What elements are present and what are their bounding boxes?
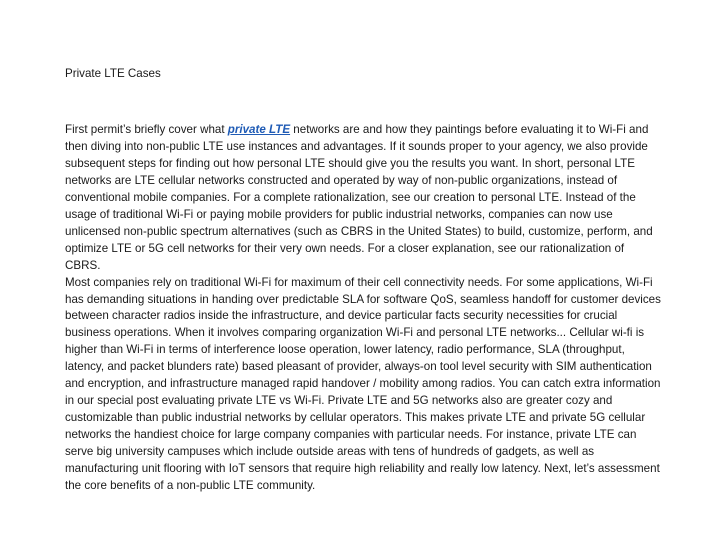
paragraph-intro	[65, 122, 661, 275]
document-title: Private LTE Cases	[65, 67, 161, 80]
private-lte-link[interactable]: private LTE	[227, 123, 291, 136]
paragraph-comparison: Most companies rely on traditional Wi-Fi for maximum of their cell connectivity needs. For some applications, Wi-Fi has demanding situations in handing over predictable SLA for software QoS, seamless handoff for customer devices between character radios inside the infrastructure, and device particular facts security necessities for crucial business operations. When it involves comparing organization Wi-Fi and personal LTE networks... Cellular wi-fi is higher than Wi-Fi in terms of interference loose operation, lower latency, radio performance, SLA (throughput, latency, and packet blunders rate) based pleasant of provider, always-on tool level security with SIM authentication and encryption, and infrastructure managed rapid handover / mobility among radios. You can catch extra information in our special post evaluating private LTE vs Wi-Fi. Private LTE and 5G networks also are greater cozy and customizable than public industrial networks by cellular operators. This makes private LTE and private 5G cellular networks the handiest choice for large company companies with particular needs. For instance, private LTE can serve big university campuses which include outside areas with tens of hundreds of gadgets, as well as manufacturing unit flooring with IoT sensors that require high reliability and really low latency. Next, let’s assessment the core benefits of a non-public LTE community.	[65, 275, 661, 493]
paragraph-intro-lead: First permit’s briefly cover what	[65, 123, 228, 136]
paragraph-intro-rest: networks are and how they paintings before evaluating it to Wi-Fi and then diving into non-public LTE use instances and advantages. If it sounds proper to your agency, we also provide subsequent steps for finding out how personal LTE should give you the results you want. In short, personal LTE networks are LTE cellular networks constructed and operated by way of non-public organizations, instead of conventional mobile companies. For a complete rationalization, see our creation to personal LTE. Instead of the usage of traditional Wi-Fi or paying mobile providers for public industrial networks, companies can now use unlicensed non-public spectrum alternatives (such as CBRS in the United States) to build, customize, perform, and optimize LTE or 5G cell networks for their very own needs. For a closer explanation, see our rationalization of CBRS.	[65, 123, 653, 272]
document-body	[65, 122, 661, 495]
